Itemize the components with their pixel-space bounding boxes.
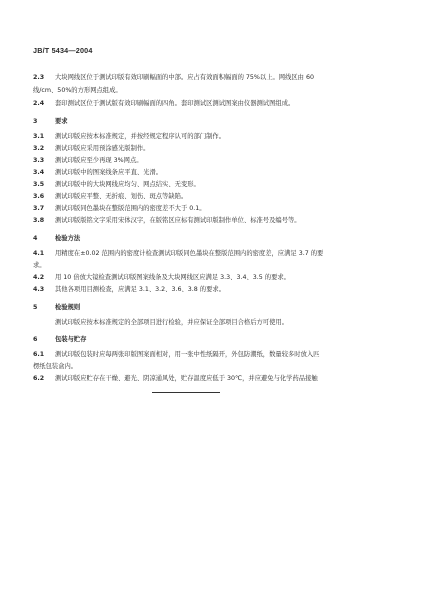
clause-number: 6.1 [33, 351, 45, 358]
clause-2-4 [33, 98, 395, 107]
clause-6-1 [33, 349, 395, 358]
clause-number: 6.2 [33, 375, 45, 382]
clause-number: 3.1 [33, 133, 45, 140]
clause-text: 用 10 倍放大镜检查测试印版图案线条及大块网线区应满足 3.3、3.4、3.5 的要求。 [55, 274, 290, 281]
clause-text: 用精度在±0.02 范围内的密度计检查测试印版同色墨块在整版范围内的密度差，应满足 3.7 的要 [55, 250, 324, 257]
section-number: 4 [33, 235, 38, 242]
clause-text: 测试印版应至少再现 3%网点。 [55, 157, 143, 164]
clause-number: 4.2 [33, 274, 45, 281]
section-title: 包装与贮存 [55, 336, 87, 343]
end-rule [152, 392, 220, 393]
clause-number: 3.4 [33, 169, 45, 176]
section-number: 6 [33, 336, 38, 343]
clause-text: 测试印版应贮存在干燥、避光、阴凉通风处，贮存温度应低于 30℃，并应避免与化学药品接触 [55, 375, 318, 382]
section-3-heading [33, 116, 395, 125]
clause-number: 3.5 [33, 181, 45, 188]
clause-text: 测试印版版铭文字采用宋体汉字，在版铭区应标有测试印版制作单位、标准号及编号等。 [55, 217, 301, 224]
clause-3-1 [33, 131, 395, 140]
section-title: 要求 [55, 118, 68, 125]
clause-3-8 [33, 215, 395, 224]
clause-number: 4.3 [33, 286, 45, 293]
clause-4-3 [33, 284, 395, 293]
clause-number: 3.2 [33, 145, 45, 152]
section-5-heading [33, 302, 395, 311]
clause-number: 3.7 [33, 205, 45, 212]
clause-text: 其他各项用目测检查，应满足 3.1、3.2、3.6、3.8 的要求。 [55, 286, 225, 293]
clause-text: 测试印版中的大块网线应均匀、网点结实、无变形。 [55, 181, 200, 188]
section-title: 检验方法 [55, 235, 81, 242]
standard-code: JB/T 5434—2004 [33, 46, 93, 55]
clause-text: 测试印版包装时应每两张印版图案面相对，用一张中性纸隔开，外包防潮纸，数量较多时放入匹 [55, 351, 320, 358]
section-number: 3 [33, 118, 38, 125]
clause-4-2 [33, 272, 395, 281]
clause-text: 大块网线区位于测试印版有效印刷幅面的中部。应占有效面积幅面的 75%以上。网线区由 60 [55, 74, 314, 81]
clause-3-4 [33, 167, 395, 176]
clause-6-1-continuation: 楞纸包装盒内。 [33, 363, 78, 370]
clause-text: 测试印版应采用预涂感光版制作。 [55, 145, 150, 152]
section-5-text: 测试印版应按本标准规定的全部项目进行检验，并应保证全部项目合格后方可使用。 [55, 319, 288, 326]
clause-text: 测试印版应平整、无折痕、划伤、斑点等缺陷。 [55, 193, 188, 200]
clause-number: 3.3 [33, 157, 45, 164]
clause-number: 2.3 [33, 74, 45, 81]
clause-2-3-continuation: 线/cm、50%的方形网点组成。 [33, 87, 122, 94]
section-4-heading [33, 233, 395, 242]
clause-3-7 [33, 203, 395, 212]
clause-2-3 [33, 72, 395, 81]
clause-3-2 [33, 143, 395, 152]
clause-number: 2.4 [33, 100, 45, 107]
section-title: 检验规则 [55, 304, 81, 311]
clause-number: 4.1 [33, 250, 45, 257]
clause-4-1 [33, 248, 395, 257]
section-number: 5 [33, 304, 38, 311]
clause-number: 3.6 [33, 193, 45, 200]
clause-3-6 [33, 191, 395, 200]
clause-4-1-continuation: 求。 [33, 262, 46, 269]
clause-3-5 [33, 179, 395, 188]
section-6-heading [33, 334, 395, 343]
clause-6-2 [33, 373, 395, 382]
clause-text: 测试印版中的图案线条应平直、光滑。 [55, 169, 163, 176]
clause-text: 套印测试区位于测试版有效印刷幅面的四角。套印测试区测试图案由仪器测试图组成。 [55, 100, 295, 107]
clause-3-3 [33, 155, 395, 164]
clause-number: 3.8 [33, 217, 45, 224]
clause-text: 测试印版应按本标准规定，并按经规定程序认可的部门制作。 [55, 133, 226, 140]
clause-text: 测试印版同色墨块在整版范围内的密度差不大于 0.1。 [55, 205, 206, 212]
